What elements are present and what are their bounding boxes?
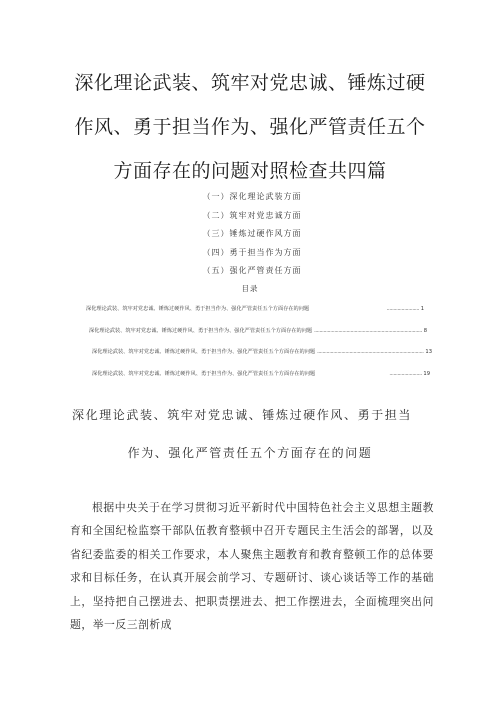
- toc-entry-text: 深化理论武装、筑牢对党忠诚、锤炼过硬作风、勇于担当作为、强化严管责任五个方面存在的问题: [89, 327, 313, 334]
- document-title-line-3: 方面存在的问题对照检查共四篇: [113, 160, 387, 182]
- section-heading-line-2: 作为、强化严管责任五个方面存在的问题: [127, 446, 373, 460]
- section-heading-line-1: 深化理论武装、筑牢对党忠诚、锤炼过硬作风、勇于担当: [72, 408, 413, 422]
- aspect-item: （一）深化理论武装方面: [202, 192, 302, 201]
- aspect-item: （三）锤炼过硬作风方面: [202, 229, 302, 238]
- aspect-item: （二）筑牢对党忠诚方面: [202, 210, 302, 220]
- toc-entry[interactable]: [92, 370, 432, 392]
- toc-entry-page: 13: [425, 349, 432, 355]
- toc-entry[interactable]: [89, 327, 432, 349]
- document-title-line-2: 作风、勇于担当作为、强化严管责任五个: [74, 116, 426, 138]
- toc-entry-page: 8: [423, 327, 427, 334]
- toc-entry-text: 深化理论武装、筑牢对党忠诚、锤炼过硬作风、勇于担当作为、强化严管责任五个方面存在的问题: [92, 370, 316, 377]
- aspect-item: （四）勇于担当作为方面: [202, 247, 302, 257]
- body-paragraph: 根据中央关于在学习贯彻习近平新时代中国特色社会主义思想主题教育和全国纪检监察干部队伍教育整顿中召开专题民主生活会的部署，以及省纪委监委的相关工作要求，本人聚焦主题教育和教育整顿工作的总体要求和目标任务，在认真开展会前学习、专题研讨、谈心谈话等工作的基础上，坚持把自己摆进去、把职责摆进去、把工作摆进去，全面梳理突出问题，举一反三剖析成: [70, 501, 434, 632]
- document-title-line-1: 深化理论武装、筑牢对党忠诚、锤炼过硬: [74, 72, 426, 94]
- toc-entry-text: 深化理论武装、筑牢对党忠诚、锤炼过硬作风、勇于担当作为、强化严管责任五个方面存在的问题: [92, 349, 316, 355]
- toc-leader-dots: ................................................................................: [314, 327, 422, 334]
- aspect-item: （五）强化严管责任方面: [202, 266, 302, 275]
- toc-entry-text: 深化理论武装、筑牢对党忠诚、锤炼过硬作风、勇于担当作为、强化严管责任五个方面存在的问题: [86, 306, 310, 312]
- toc-entry-page: 19: [423, 370, 430, 377]
- toc-entry[interactable]: [92, 348, 432, 370]
- toc-leader-dots: ........................: [389, 370, 422, 377]
- toc-entry-page: 1: [420, 306, 424, 312]
- toc-entry[interactable]: [86, 305, 432, 327]
- toc-leader-dots: ...............................................................................: [317, 349, 424, 355]
- table-of-contents[interactable]: [86, 305, 432, 391]
- toc-leader-dots: ........................: [386, 306, 420, 312]
- aspect-list: [0, 188, 500, 281]
- toc-heading: 目录: [241, 284, 259, 293]
